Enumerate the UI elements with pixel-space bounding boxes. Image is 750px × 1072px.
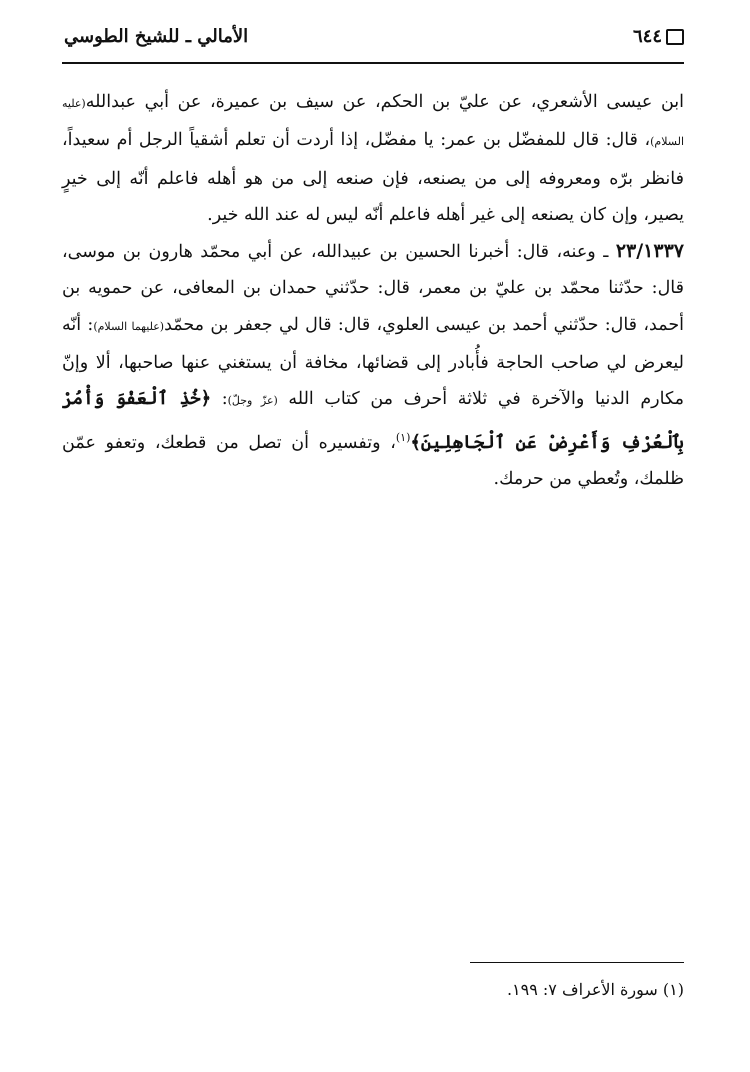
honorific: (عزّ وجلّ) — [227, 394, 278, 408]
paragraph-2-part-2: : أنّه ليعرض لي صاحب الحاجة فأُبادر إلى قضائها، مخافة أن يستغني عنها صاحبها، ألا وإنّ مكارم الدنيا والآخرة في ثلاثة أحرف من كتاب الله — [62, 314, 684, 410]
running-title: الأمالي ـ للشيخ الطوسي — [64, 26, 249, 47]
footnote: (١) سورة الأعراف ٧: ١٩٩. — [506, 980, 684, 999]
page-header — [64, 26, 684, 60]
paragraph-2-part-4: ، وتفسيره أن تصل من قطعك، وتعفو عمّن ظلمك، وتُعطي من حرمك. — [62, 432, 684, 489]
page-marker-box-icon — [666, 29, 684, 45]
header-divider — [62, 62, 684, 64]
hadith-number: ٢٣/١٣٣٧ — [615, 240, 684, 263]
quran-verse: ﴿خُذِ ٱلْعَفْوَ وَأْمُرْ بِٱلْعُرْفِ وَأَعْرِضْ عَنِ ٱلْجَاهِلِينَ﴾ — [62, 388, 684, 453]
paragraph-2 — [62, 233, 684, 497]
page-number — [633, 26, 684, 47]
honorific: (عليه السلام) — [62, 97, 684, 149]
footnote-divider — [470, 962, 684, 963]
paragraph-1 — [62, 84, 684, 233]
paragraph-1-part-2: ، قال: قال للمفضّل بن عمر: يا مفضّل، إذا أردت أن تعلم أشقياً الرجل أم سعيداً، فانظر برّه ومعروفه إلى من يصنعه، فإن صنعه إلى من هو أهله فاعلم أنّه إلى خيرٍ يصير، وإن كان يصنعه إلى غير أهله فاعلم أنّه ليس له عند الله خير. — [62, 130, 684, 225]
paragraph-1-part-1: ابن عيسى الأشعري، عن عليّ بن الحكم، عن سيف بن عميرة، عن أبي عبدالله — [85, 92, 684, 112]
page-number-text: ٦٤٤ — [632, 26, 662, 47]
paragraph-2-part-3: : — [211, 389, 228, 410]
paragraph-2-part-1: ـ وعنه، قال: أخبرنا الحسين بن عبيدالله، عن أبي محمّد هارون بن موسى، قال: حدّثنا محمّد بن عليّ بن معمر، قال: حدّثني حمدان بن المعافى، عن حمويه بن أحمد، قال: حدّثني أحمد بن عيسى العلوي، قال: قال لي جعفر بن محمّد — [62, 242, 684, 335]
honorific: (عليهما السلام) — [93, 319, 165, 333]
main-text — [62, 84, 684, 497]
footnote-reference: (١) — [395, 430, 411, 444]
